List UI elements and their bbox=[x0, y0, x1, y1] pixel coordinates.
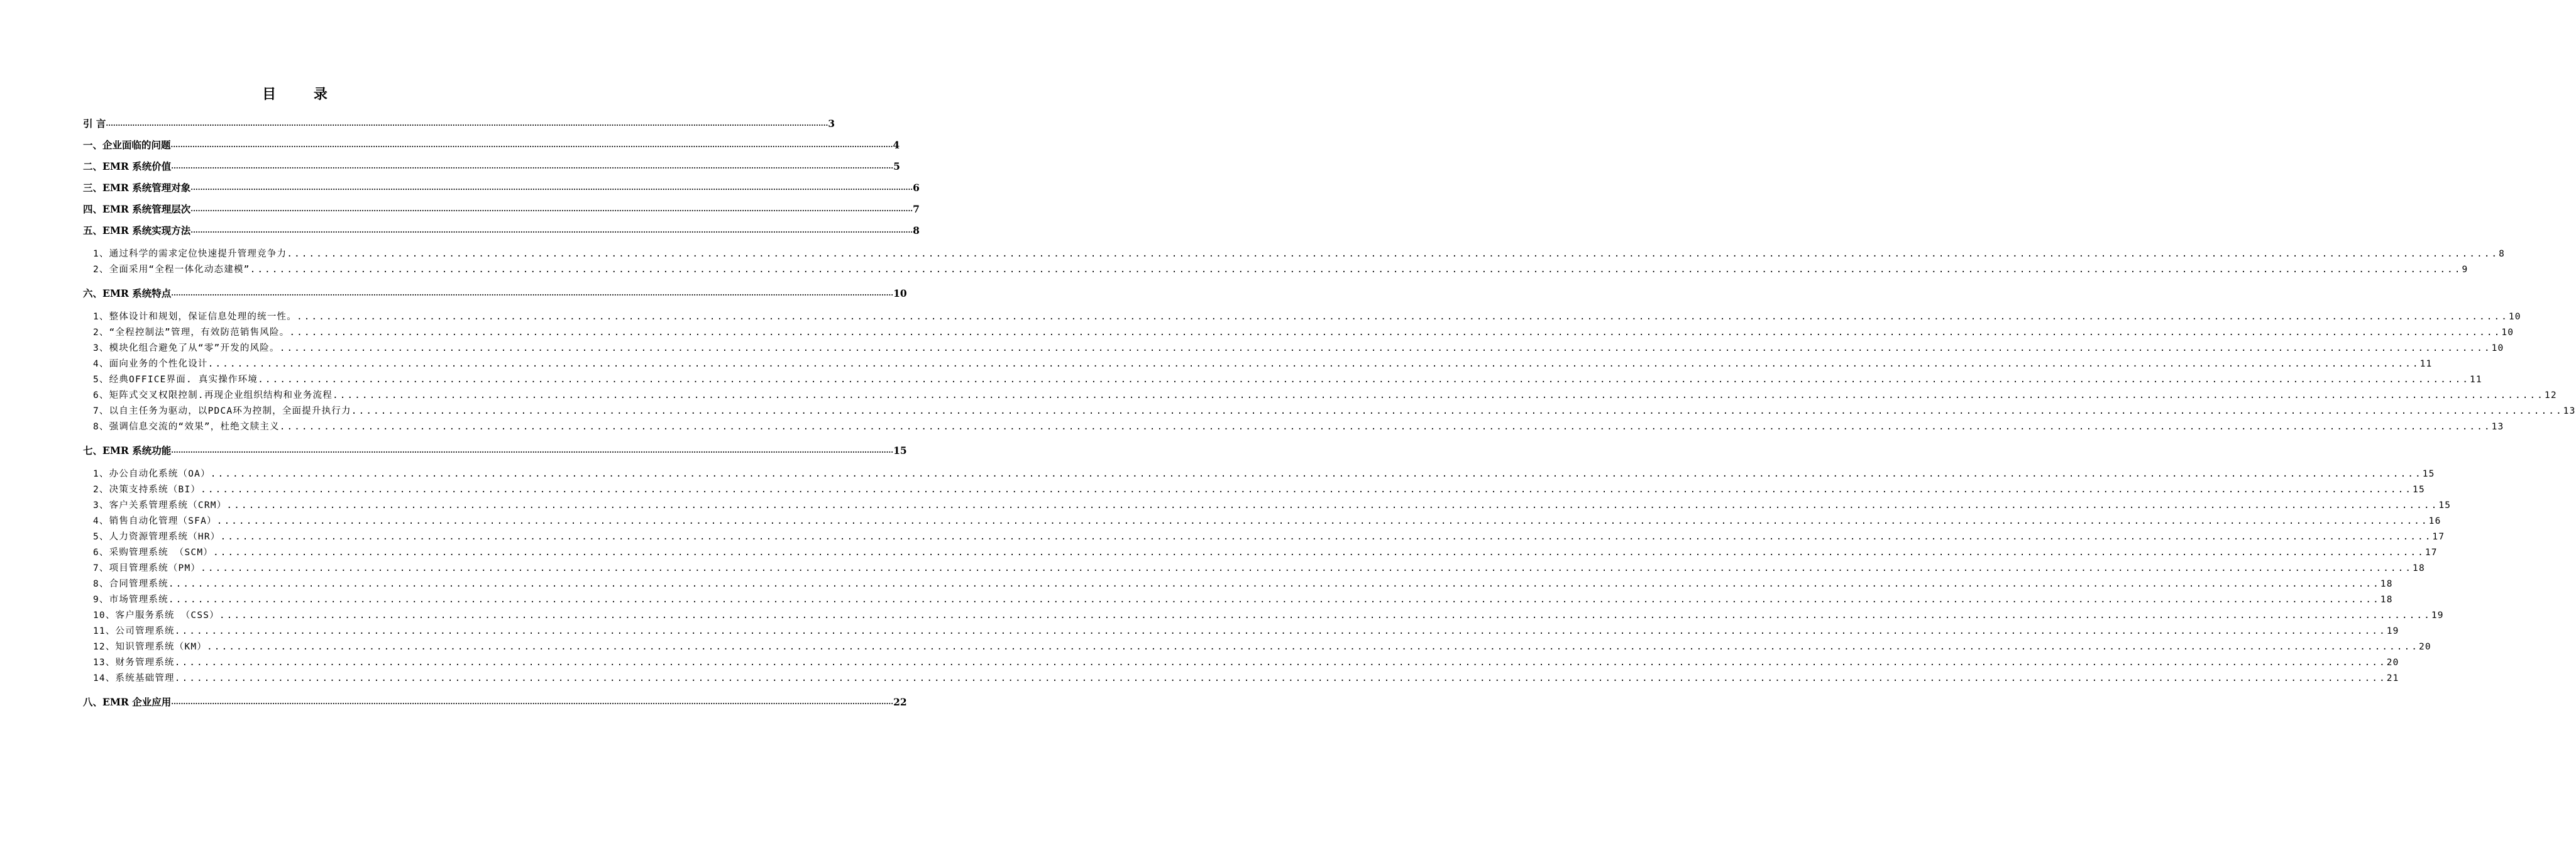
toc-subentry[interactable] bbox=[83, 545, 2438, 561]
toc-page-number: 20 bbox=[2418, 642, 2431, 652]
toc-entry-label: 6、采购管理系统 （SCM） bbox=[93, 548, 213, 558]
toc-subentry[interactable] bbox=[83, 372, 2482, 388]
toc-subentry[interactable] bbox=[83, 246, 2506, 262]
toc-entry[interactable] bbox=[83, 177, 920, 199]
toc-subentry[interactable] bbox=[83, 419, 2504, 435]
dot-leader: ............................................................................................................................................................................................................................................................................................................ bbox=[250, 265, 2462, 275]
toc-entry[interactable] bbox=[83, 135, 900, 156]
toc-subentry[interactable] bbox=[83, 341, 2504, 356]
dot-leader: ............................................................................................................................................................................................................................................................................................................ bbox=[171, 289, 894, 297]
toc-subentry[interactable] bbox=[83, 671, 2399, 687]
dot-leader: ............................................................................................................................................................................................................................................................................................................ bbox=[332, 390, 2545, 400]
toc-page-number: 10 bbox=[2501, 328, 2514, 338]
toc-entry-label: 引 言 bbox=[83, 118, 106, 130]
page-title: 目 录 bbox=[262, 87, 344, 102]
toc-page-number: 15 bbox=[2413, 485, 2425, 495]
dot-leader: ............................................................................................................................................................................................................................................................................................................ bbox=[106, 119, 828, 128]
toc-entry-label: 一、企业面临的问题 bbox=[83, 139, 171, 151]
toc-subentry[interactable] bbox=[83, 561, 2425, 577]
toc-entry-label: 6、矩阵式交叉权限控制.再现企业组织结构和业务流程 bbox=[93, 390, 333, 400]
toc-page-number: 6 bbox=[913, 182, 920, 194]
toc-page-number: 10 bbox=[2491, 343, 2504, 353]
dot-leader: ............................................................................................................................................................................................................................................................................................................ bbox=[220, 532, 2433, 542]
toc-subentry[interactable] bbox=[83, 577, 2393, 592]
toc-page-number: 15 bbox=[2438, 500, 2452, 511]
toc-entry-label: 二、EMR 系统价值 bbox=[83, 160, 172, 172]
toc-entry[interactable] bbox=[83, 220, 920, 241]
toc-page-number: 18 bbox=[2413, 563, 2425, 573]
dot-leader: ............................................................................................................................................................................................................................................................................................................ bbox=[168, 579, 2381, 589]
toc-entry-label: 3、客户关系管理系统（CRM） bbox=[93, 500, 227, 511]
toc-subentry[interactable] bbox=[83, 467, 2435, 482]
toc-page-number: 19 bbox=[2431, 610, 2444, 621]
dot-leader: ............................................................................................................................................................................................................................................................................................................ bbox=[190, 184, 913, 192]
toc-page-number: 17 bbox=[2432, 532, 2445, 542]
toc-entry-label: 五、EMR 系统实现方法 bbox=[83, 224, 191, 236]
toc-entry[interactable] bbox=[83, 156, 900, 177]
toc-subentry[interactable] bbox=[83, 655, 2399, 671]
toc-subentry[interactable] bbox=[83, 514, 2441, 529]
toc-subentry[interactable] bbox=[83, 325, 2514, 341]
toc-subentry[interactable] bbox=[83, 592, 2393, 608]
toc-page-number: 11 bbox=[2470, 375, 2482, 385]
toc-entry-label: 8、合同管理系统 bbox=[93, 579, 168, 589]
dot-leader: ............................................................................................................................................................................................................................................................................................................ bbox=[201, 563, 2413, 573]
toc-entry-label: 1、整体设计和规划，保证信息处理的统一性。 bbox=[93, 312, 297, 322]
toc-page-number: 13 bbox=[2563, 406, 2576, 416]
dot-leader: ............................................................................................................................................................................................................................................................................................................ bbox=[210, 469, 2423, 479]
toc-page-number: 11 bbox=[2419, 359, 2433, 369]
toc-entry-label: 7、以自主任务为驱动，以PDCA环为控制，全面提升执行力 bbox=[93, 406, 351, 416]
toc-subentry[interactable] bbox=[83, 262, 2469, 278]
dot-leader: ............................................................................................................................................................................................................................................................................................................ bbox=[174, 658, 2387, 668]
toc-page-number: 15 bbox=[893, 445, 907, 456]
dot-leader: ............................................................................................................................................................................................................................................................................................................ bbox=[287, 249, 2499, 259]
toc-page-number: 19 bbox=[2386, 626, 2399, 636]
dot-leader: ............................................................................................................................................................................................................................................................................................................ bbox=[279, 343, 2492, 353]
toc-entry-label: 2、决策支持系统（BI） bbox=[93, 485, 201, 495]
dot-leader: ............................................................................................................................................................................................................................................................................................................ bbox=[226, 500, 2439, 511]
toc-entry-label: 四、EMR 系统管理层次 bbox=[83, 203, 191, 215]
toc-entry-label: 9、市场管理系统 bbox=[93, 595, 168, 605]
toc-page-number: 22 bbox=[893, 696, 907, 708]
toc-entry-label: 三、EMR 系统管理对象 bbox=[83, 182, 191, 194]
toc-entry-label: 八、EMR 企业应用 bbox=[83, 696, 172, 708]
dot-leader: ............................................................................................................................................................................................................................................................................................................ bbox=[207, 642, 2419, 652]
dot-leader: ............................................................................................................................................................................................................................................................................................................ bbox=[351, 406, 2563, 416]
toc-page-number: 18 bbox=[2380, 595, 2393, 605]
toc-subentry[interactable] bbox=[83, 608, 2444, 624]
toc-entry-label: 4、销售自动化管理（SFA） bbox=[93, 516, 217, 526]
toc-entry-label: 8、强调信息交流的“效果”，杜绝文牍主义 bbox=[93, 422, 280, 432]
dot-leader: ............................................................................................................................................................................................................................................................................................................ bbox=[171, 446, 894, 455]
toc-page-number: 12 bbox=[2544, 390, 2557, 400]
toc-page-number: 3 bbox=[828, 118, 835, 130]
dot-leader: ............................................................................................................................................................................................................................................................................................................ bbox=[279, 422, 2492, 432]
toc-entry-label: 2、“全程控制法”管理，有效防范销售风险。 bbox=[93, 328, 290, 338]
toc-subentry[interactable] bbox=[83, 404, 2576, 419]
toc-page-number: 8 bbox=[913, 224, 920, 236]
toc-page-number: 7 bbox=[913, 203, 920, 215]
toc-entry-label: 5、经典OFFICE界面. 真实操作环境 bbox=[93, 375, 258, 385]
toc-entry-label: 1、办公自动化系统（OA） bbox=[93, 469, 211, 479]
toc-entry-label: 7、项目管理系统（PM） bbox=[93, 563, 201, 573]
toc-page-number: 9 bbox=[2462, 265, 2469, 275]
toc-entry[interactable] bbox=[83, 692, 907, 713]
toc-entry-label: 13、财务管理系统 bbox=[93, 658, 175, 668]
dot-leader: ............................................................................................................................................................................................................................................................................................................ bbox=[289, 328, 2502, 338]
toc-page-number: 5 bbox=[893, 160, 900, 172]
toc-subentry[interactable] bbox=[83, 639, 2431, 655]
dot-leader: ............................................................................................................................................................................................................................................................................................................ bbox=[171, 698, 894, 706]
toc-entry-label: 5、人力资源管理系统（HR） bbox=[93, 532, 221, 542]
toc-entry[interactable] bbox=[83, 199, 920, 220]
toc-page-number: 18 bbox=[2380, 579, 2393, 589]
toc-page-number: 10 bbox=[2508, 312, 2521, 322]
toc-subentry[interactable] bbox=[83, 309, 2521, 325]
dot-leader: ............................................................................................................................................................................................................................................................................................................ bbox=[174, 626, 2387, 636]
toc-page-number: 15 bbox=[2422, 469, 2435, 479]
toc-subentry[interactable] bbox=[83, 388, 2557, 404]
dot-leader: ............................................................................................................................................................................................................................................................................................................ bbox=[216, 516, 2429, 526]
toc-page-number: 8 bbox=[2499, 249, 2506, 259]
toc-entry-label: 3、模块化组合避免了从“零”开发的风险。 bbox=[93, 343, 280, 353]
table-of-contents bbox=[83, 113, 2576, 713]
dot-leader: ............................................................................................................................................................................................................................................................................................................ bbox=[207, 359, 2420, 369]
dot-leader: ............................................................................................................................................................................................................................................................................................................ bbox=[212, 548, 2425, 558]
toc-entry-label: 10、客户服务系统 （CSS） bbox=[93, 610, 219, 621]
toc-entry[interactable] bbox=[83, 113, 835, 135]
toc-subentry[interactable] bbox=[83, 482, 2425, 498]
toc-page-number: 10 bbox=[893, 287, 907, 299]
toc-page-number: 17 bbox=[2425, 548, 2438, 558]
toc-entry[interactable] bbox=[83, 440, 907, 461]
toc-entry-label: 六、EMR 系统特点 bbox=[83, 287, 172, 299]
dot-leader: ............................................................................................................................................................................................................................................................................................................ bbox=[190, 205, 913, 213]
toc-subentry[interactable] bbox=[83, 624, 2399, 639]
toc-entry-label: 1、通过科学的需求定位快速提升管理竞争力 bbox=[93, 249, 287, 259]
dot-leader: ............................................................................................................................................................................................................................................................................................................ bbox=[171, 162, 894, 170]
dot-leader: ............................................................................................................................................................................................................................................................................................................ bbox=[170, 141, 893, 149]
dot-leader: ............................................................................................................................................................................................................................................................................................................ bbox=[296, 312, 2509, 322]
toc-entry-label: 2、全面采用“全程一体化动态建模” bbox=[93, 265, 250, 275]
dot-leader: ............................................................................................................................................................................................................................................................................................................ bbox=[168, 595, 2381, 605]
toc-page-number: 21 bbox=[2386, 673, 2399, 683]
toc-subentry[interactable] bbox=[83, 356, 2433, 372]
dot-leader: ............................................................................................................................................................................................................................................................................................................ bbox=[201, 485, 2413, 495]
toc-page-number: 4 bbox=[893, 139, 900, 151]
dot-leader: ............................................................................................................................................................................................................................................................................................................ bbox=[190, 226, 913, 235]
toc-page-number: 20 bbox=[2386, 658, 2399, 668]
toc-entry-label: 11、公司管理系统 bbox=[93, 626, 175, 636]
toc-entry-label: 4、面向业务的个性化设计 bbox=[93, 359, 208, 369]
toc-page-number: 16 bbox=[2428, 516, 2441, 526]
toc-subentry[interactable] bbox=[83, 529, 2445, 545]
toc-entry-label: 12、知识管理系统（KM） bbox=[93, 642, 207, 652]
toc-entry-label: 14、系统基础管理 bbox=[93, 673, 175, 683]
dot-leader: ............................................................................................................................................................................................................................................................................................................ bbox=[219, 610, 2431, 621]
dot-leader: ............................................................................................................................................................................................................................................................................................................ bbox=[174, 673, 2387, 683]
dot-leader: ............................................................................................................................................................................................................................................................................................................ bbox=[258, 375, 2470, 385]
toc-entry[interactable] bbox=[83, 283, 907, 304]
toc-subentry[interactable] bbox=[83, 498, 2452, 514]
toc-entry-label: 七、EMR 系统功能 bbox=[83, 445, 172, 456]
toc-page-number: 13 bbox=[2491, 422, 2504, 432]
